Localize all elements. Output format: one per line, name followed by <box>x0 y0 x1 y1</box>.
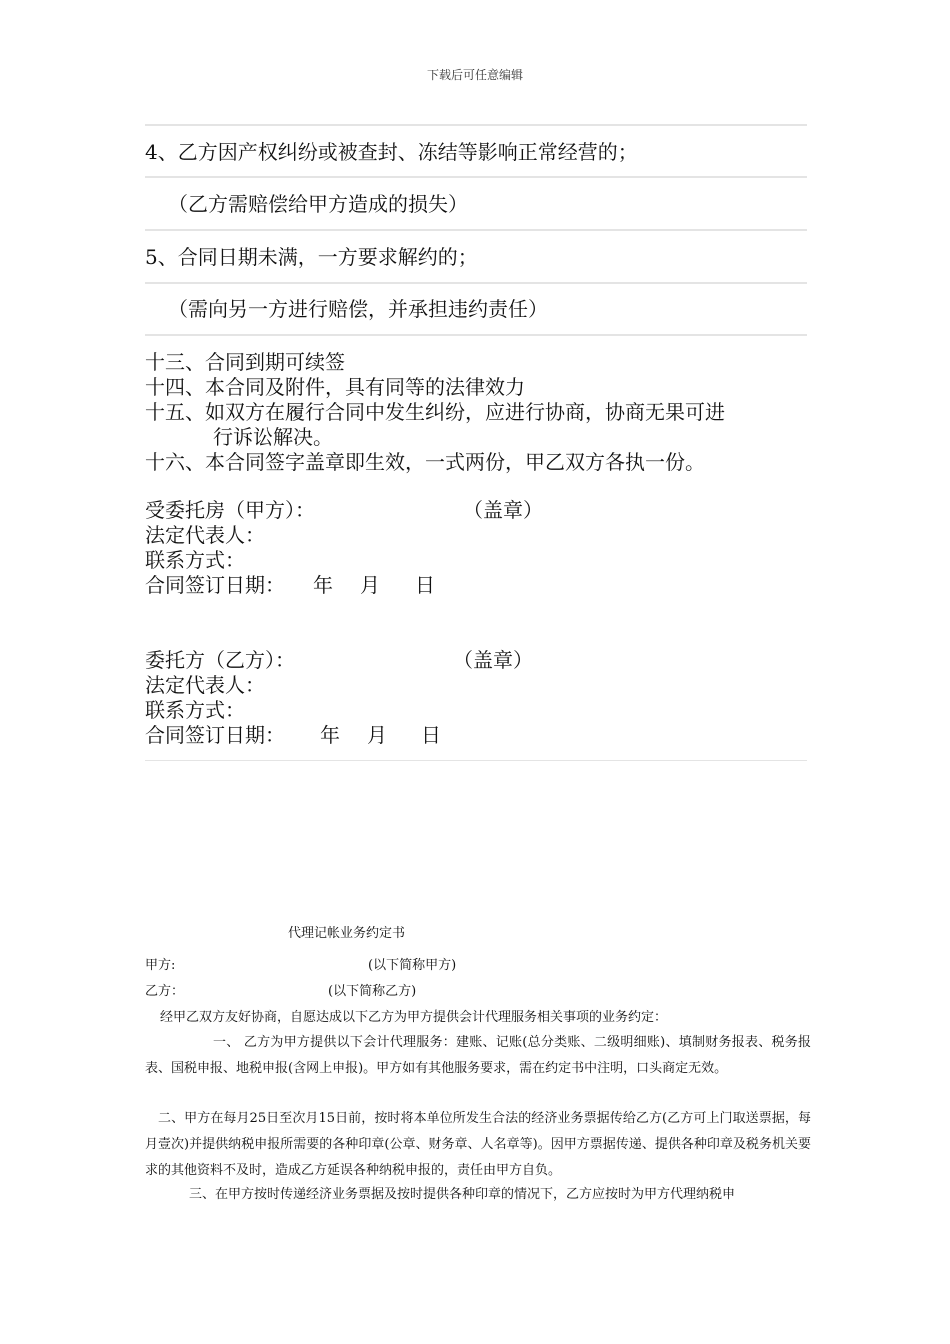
item-5: 5、合同日期未满，一方要求解约的； <box>145 245 478 269</box>
party-b-contact: 联系方式： <box>145 698 245 722</box>
party-b-label: 委托方（乙方）： <box>145 648 295 672</box>
party-b-year: 年 <box>320 723 340 747</box>
agreement-clause-3: 三、在甲方按时传递经济业务票据及按时提供各种印章的情况下，乙方应按时为甲方代理纳税申 <box>189 1187 736 1202</box>
agreement-clause-2: 二、甲方在每月25日至次月15日前，按时将本单位所发生合法的经济业务票据传给乙方(乙方可上门取送票据，每月壹次)并提供纳税申报所需要的各种印章(公章、财务章、人名章等)。因甲方票据传递、提供各种印章及税务机关要求的其他资料不及时，造成乙方延误各种纳税申报的，责任由甲方自负。 <box>145 1111 811 1178</box>
party-b-day: 日 <box>421 723 441 747</box>
agreement-party-a-note: (以下简称甲方) <box>368 958 457 973</box>
clause-15: 十五、如双方在履行合同中发生纠纷，应进行协商，协商无果可进 <box>145 400 725 424</box>
clause-15-cont: 行诉讼解决。 <box>213 425 333 449</box>
agreement-party-b-note: (以下简称乙方) <box>328 984 417 999</box>
item-5-note: （需向另一方进行赔偿，并承担违约责任） <box>168 297 548 321</box>
party-a-day: 日 <box>415 573 435 597</box>
party-a-rep: 法定代表人： <box>145 523 265 547</box>
party-b-seal: （盖章） <box>453 648 533 672</box>
party-a-label: 受委托房（甲方）： <box>145 498 315 522</box>
agreement-intro: 经甲乙双方友好协商，自愿达成以下乙方为甲方提供会计代理服务相关事项的业务约定： <box>160 1010 668 1025</box>
item-4-note: （乙方需赔偿给甲方造成的损失） <box>168 192 468 216</box>
divider <box>145 334 807 336</box>
party-b-rep: 法定代表人： <box>145 673 265 697</box>
divider <box>145 124 807 126</box>
clause-13: 十三、合同到期可续签 <box>145 350 345 374</box>
agreement-party-b-label: 乙方： <box>145 984 185 999</box>
party-a-year: 年 <box>313 573 333 597</box>
party-a-month: 月 <box>360 573 380 597</box>
party-a-contact: 联系方式： <box>145 548 245 572</box>
divider <box>145 760 807 761</box>
divider <box>145 176 807 178</box>
party-a-seal: （盖章） <box>463 498 543 522</box>
party-b-month: 月 <box>367 723 387 747</box>
agreement-party-a-label: 甲方: <box>145 958 176 973</box>
item-4: 4、乙方因产权纠纷或被查封、冻结等影响正常经营的； <box>145 140 638 164</box>
agreement-clause-1: 一、 乙方为甲方提供以下会计代理服务：建账、记账(总分类账、二级明细账)、填制财务报表、税务报表、国税申报、地税申报(含网上申报)。甲方如有其他服务要求，需在约定书中注明，口头商定无效。 <box>145 1035 811 1076</box>
clause-16: 十六、本合同签字盖章即生效，一式两份，甲乙双方各执一份。 <box>145 450 705 474</box>
party-a-date-label: 合同签订日期： <box>145 573 285 597</box>
party-b-date-label: 合同签订日期： <box>145 723 285 747</box>
divider <box>145 229 807 231</box>
page-header: 下载后可任意编辑 <box>426 68 523 82</box>
clause-14: 十四、本合同及附件，具有同等的法律效力 <box>145 375 525 399</box>
divider <box>145 282 807 284</box>
agreement-title: 代理记帐业务约定书 <box>288 926 406 941</box>
